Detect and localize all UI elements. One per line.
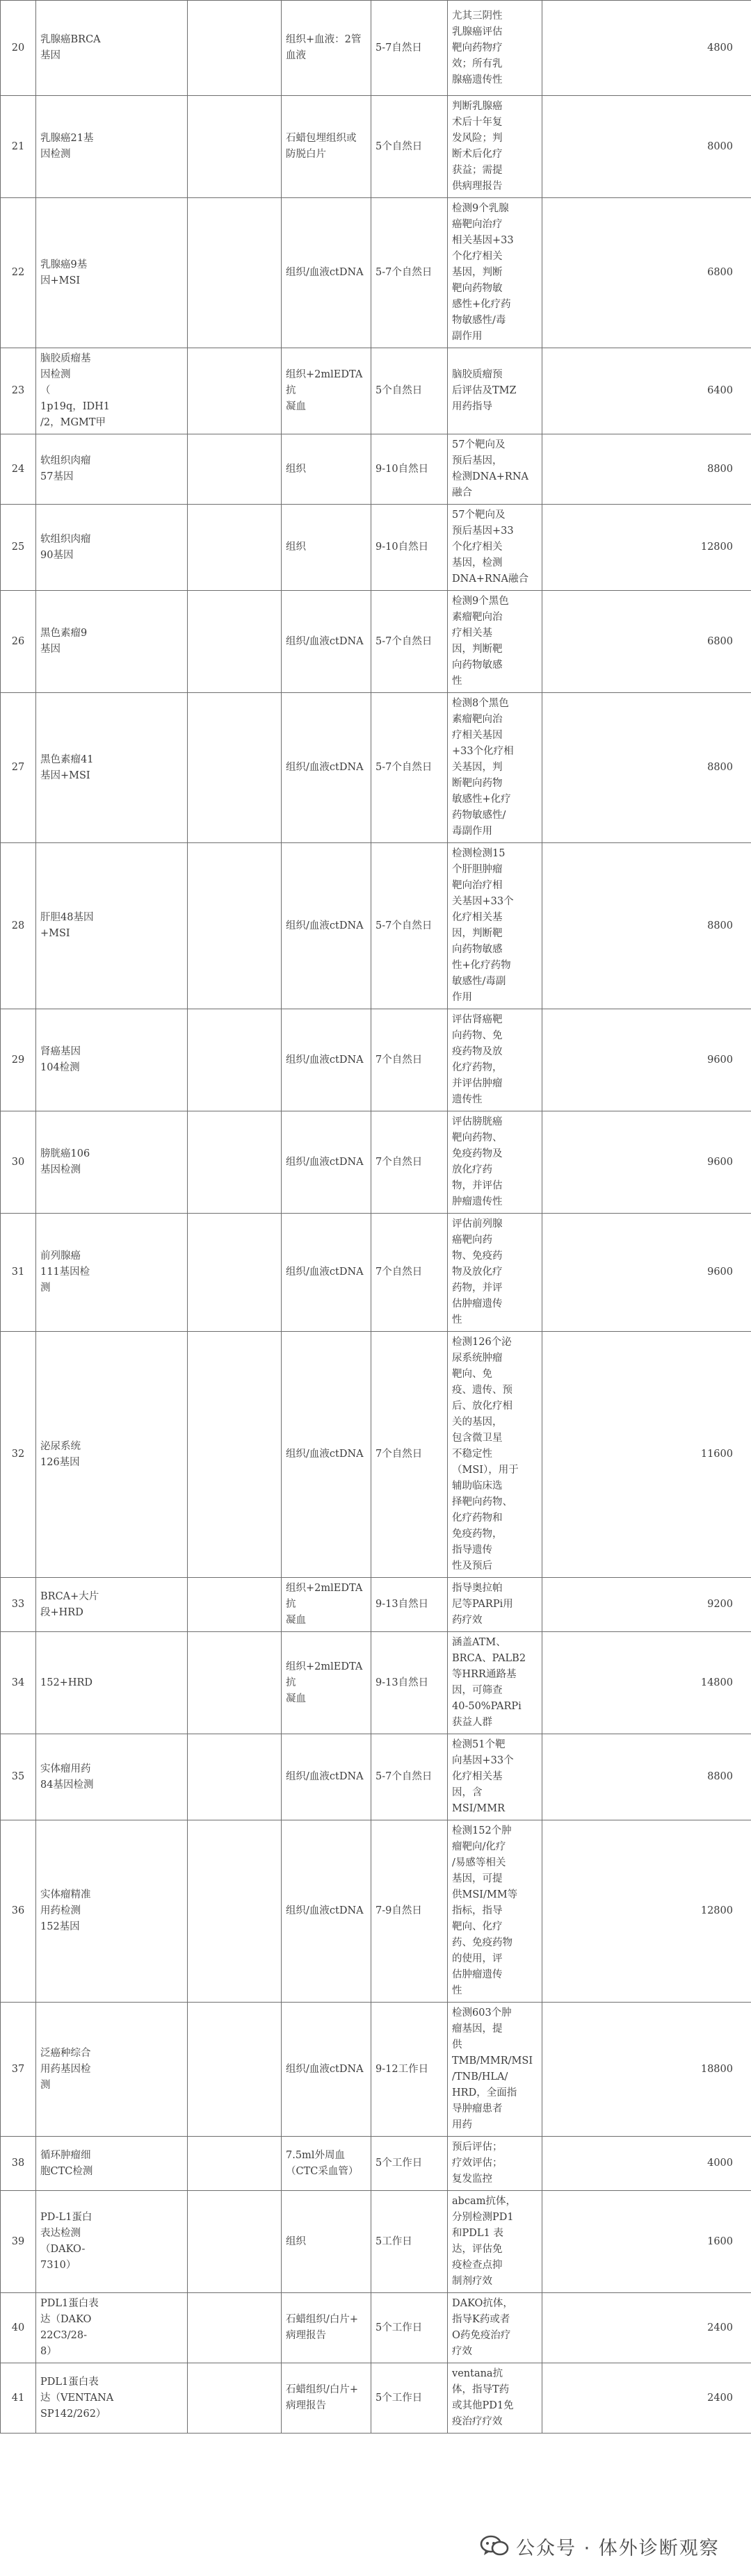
sample-type-cell: 组织/血液ctDNA	[282, 693, 371, 843]
test-description-cell: 判断乳腺癌 术后十年复 发风险；判 断术后化疗 获益；需提 供病理报告	[448, 96, 542, 198]
test-description-cell: 脑胶质瘤预 后评估及TMZ 用药指导	[448, 348, 542, 434]
table-row	[1, 1734, 751, 1820]
row-number-cell: 20	[1, 1, 36, 96]
sample-type-cell: 组织/血液ctDNA	[282, 2003, 371, 2137]
blank-cell-cell	[188, 1632, 282, 1734]
table-row	[1, 1578, 751, 1632]
table-row	[1, 1009, 751, 1111]
test-name-cell: 脑胶质瘤基 因检测 （ 1p19q，IDH1 /2，MGMT甲	[36, 348, 188, 434]
test-name-cell: PDL1蛋白表 达（VENTANA SP142/262）	[36, 2363, 188, 2434]
price-cell: 2400	[542, 2363, 751, 2434]
test-description-cell: 57个靶向及 预后基因+33 个化疗相关 基因，检测 DNA+RNA融合	[448, 505, 542, 591]
table-row	[1, 2003, 751, 2137]
price-cell: 8800	[542, 693, 751, 843]
price-cell: 4800	[542, 1, 751, 96]
watermark-text: 公众号 · 体外诊断观察	[516, 2537, 720, 2559]
sample-type-cell: 组织	[282, 505, 371, 591]
test-name-cell: 泌尿系统 126基因	[36, 1332, 188, 1578]
price-cell: 1600	[542, 2191, 751, 2293]
row-number-cell: 23	[1, 348, 36, 434]
turnaround-time-cell: 7个自然日	[371, 1009, 448, 1111]
row-number-cell: 27	[1, 693, 36, 843]
row-number-cell: 40	[1, 2293, 36, 2363]
test-name-cell: 软组织肉瘤 90基因	[36, 505, 188, 591]
test-description-cell: 检测9个乳腺 癌靶向治疗 相关基因+33 个化疗相关 基因，判断 靶向药物敏 感性+化疗药 物敏感性/毒 副作用	[448, 198, 542, 348]
test-name-cell: 膀胱癌106 基因检测	[36, 1111, 188, 1214]
row-number-cell: 34	[1, 1632, 36, 1734]
test-name-cell: 乳腺癌21基 因检测	[36, 96, 188, 198]
test-name-cell: 肾癌基因 104检测	[36, 1009, 188, 1111]
table-row	[1, 1332, 751, 1578]
row-number-cell: 41	[1, 2363, 36, 2434]
test-description-cell: 指导奥拉帕 尼等PARPi用 药疗效	[448, 1578, 542, 1632]
turnaround-time-cell: 5-7个自然日	[371, 198, 448, 348]
table-row	[1, 2191, 751, 2293]
price-cell: 6800	[542, 591, 751, 693]
test-description-cell: 检测152个肿 瘤靶向/化疗 /易感等相关 基因，可提 供MSI/MM等 指标，指导 靶向、化疗 药、免疫药物 的使用，评 估肿瘤遗传 性	[448, 1820, 542, 2003]
price-cell: 6800	[542, 198, 751, 348]
row-number-cell: 36	[1, 1820, 36, 2003]
table-row	[1, 693, 751, 843]
blank-cell-cell	[188, 2191, 282, 2293]
test-name-cell: 软组织肉瘤 57基因	[36, 434, 188, 505]
table-row	[1, 505, 751, 591]
test-description-cell: 检测51个靶 向基因+33个 化疗相关基 因，含 MSI/MMR	[448, 1734, 542, 1820]
blank-cell-cell	[188, 505, 282, 591]
table-row	[1, 434, 751, 505]
row-number-cell: 39	[1, 2191, 36, 2293]
watermark	[480, 2529, 720, 2563]
table-body	[1, 1, 751, 2434]
blank-cell-cell	[188, 348, 282, 434]
sample-type-cell: 组织/血液ctDNA	[282, 1734, 371, 1820]
turnaround-time-cell: 9-10自然日	[371, 505, 448, 591]
blank-cell-cell	[188, 2003, 282, 2137]
turnaround-time-cell: 5个工作日	[371, 2293, 448, 2363]
blank-cell-cell	[188, 693, 282, 843]
test-description-cell: 检测603个肿 瘤基因，提 供 TMB/MMR/MSI /TNB/HLA/ HRD，全面指 导肿瘤患者 用药	[448, 2003, 542, 2137]
turnaround-time-cell: 7个自然日	[371, 1332, 448, 1578]
test-name-cell: 前列腺癌 111基因检 测	[36, 1214, 188, 1332]
row-number-cell: 33	[1, 1578, 36, 1632]
test-name-cell: BRCA+大片 段+HRD	[36, 1578, 188, 1632]
price-cell: 12800	[542, 1820, 751, 2003]
wechat-official-account-icon	[480, 2534, 509, 2558]
turnaround-time-cell: 7-9自然日	[371, 1820, 448, 2003]
blank-cell-cell	[188, 96, 282, 198]
row-number-cell: 30	[1, 1111, 36, 1214]
blank-cell-cell	[188, 1214, 282, 1332]
row-number-cell: 31	[1, 1214, 36, 1332]
test-description-cell: 评估膀胱癌 靶向药物、 免疫药物及 放化疗药 物，并评估 肿瘤遗传性	[448, 1111, 542, 1214]
price-cell: 8800	[542, 843, 751, 1009]
turnaround-time-cell: 5-7个自然日	[371, 693, 448, 843]
test-description-cell: 检测8个黑色 素瘤靶向治 疗相关基因 +33个化疗相 关基因，判 断靶向药物 敏感性+化疗 药物敏感性/ 毒副作用	[448, 693, 542, 843]
turnaround-time-cell: 5个工作日	[371, 2137, 448, 2191]
table-row	[1, 198, 751, 348]
sample-type-cell: 组织/血液ctDNA	[282, 1214, 371, 1332]
turnaround-time-cell: 9-13自然日	[371, 1632, 448, 1734]
row-number-cell: 25	[1, 505, 36, 591]
table-row	[1, 1214, 751, 1332]
row-number-cell: 24	[1, 434, 36, 505]
price-cell: 9600	[542, 1009, 751, 1111]
test-description-cell: 检测9个黑色 素瘤靶向治 疗相关基 因，判断靶 向药物敏感 性	[448, 591, 542, 693]
test-name-cell: 循环肿瘤细 胞CTC检测	[36, 2137, 188, 2191]
price-cell: 2400	[542, 2293, 751, 2363]
row-number-cell: 26	[1, 591, 36, 693]
turnaround-time-cell: 5-7个自然日	[371, 843, 448, 1009]
blank-cell-cell	[188, 1009, 282, 1111]
turnaround-time-cell: 9-12工作日	[371, 2003, 448, 2137]
sample-type-cell: 组织	[282, 2191, 371, 2293]
turnaround-time-cell: 5-7个自然日	[371, 591, 448, 693]
test-description-cell: abcam抗体， 分别检测PD1 和PDL1 表 达，评估免 疫检查点抑 制剂疗效	[448, 2191, 542, 2293]
sample-type-cell: 组织/血液ctDNA	[282, 198, 371, 348]
test-name-cell: 肝胆48基因 +MSI	[36, 843, 188, 1009]
price-cell: 9600	[542, 1111, 751, 1214]
turnaround-time-cell: 9-13自然日	[371, 1578, 448, 1632]
sample-type-cell: 组织	[282, 434, 371, 505]
blank-cell-cell	[188, 843, 282, 1009]
price-cell: 8800	[542, 434, 751, 505]
test-name-cell: 黑色素瘤9 基因	[36, 591, 188, 693]
sample-type-cell: 组织+2mlEDTA抗 凝血	[282, 348, 371, 434]
test-description-cell: 评估前列腺 癌靶向药 物、免疫药 物及放化疗 药物，并评 估肿瘤遗传 性	[448, 1214, 542, 1332]
turnaround-time-cell: 5个自然日	[371, 348, 448, 434]
test-description-cell: DAKO抗体， 指导K药或者 O药免疫治疗 疗效	[448, 2293, 542, 2363]
price-cell: 8800	[542, 1734, 751, 1820]
test-name-cell: 152+HRD	[36, 1632, 188, 1734]
table-row	[1, 96, 751, 198]
sample-type-cell: 组织/血液ctDNA	[282, 591, 371, 693]
price-cell: 11600	[542, 1332, 751, 1578]
table-row	[1, 348, 751, 434]
table-row	[1, 591, 751, 693]
price-cell: 6400	[542, 348, 751, 434]
row-number-cell: 35	[1, 1734, 36, 1820]
price-cell: 18800	[542, 2003, 751, 2137]
sample-type-cell: 组织/血液ctDNA	[282, 1009, 371, 1111]
row-number-cell: 38	[1, 2137, 36, 2191]
test-description-cell: 尤其三阴性 乳腺癌评估 靶向药物疗 效；所有乳 腺癌遗传性	[448, 1, 542, 96]
turnaround-time-cell: 9-10自然日	[371, 434, 448, 505]
price-cell: 14800	[542, 1632, 751, 1734]
blank-cell-cell	[188, 1, 282, 96]
blank-cell-cell	[188, 1111, 282, 1214]
turnaround-time-cell: 5个自然日	[371, 96, 448, 198]
table-row	[1, 2363, 751, 2434]
test-name-cell: PD-L1蛋白 表达检测 （DAKO- 7310）	[36, 2191, 188, 2293]
table-row	[1, 1111, 751, 1214]
row-number-cell: 22	[1, 198, 36, 348]
price-cell: 8000	[542, 96, 751, 198]
row-number-cell: 28	[1, 843, 36, 1009]
sample-type-cell: 石蜡组织/白片+ 病理报告	[282, 2293, 371, 2363]
blank-cell-cell	[188, 2293, 282, 2363]
test-description-cell: 检测检测15 个肝胆肿瘤 靶向治疗相 关基因+33个 化疗相关基 因，判断靶 向药物敏感 性+化疗药物 敏感性/毒副 作用	[448, 843, 542, 1009]
turnaround-time-cell: 7个自然日	[371, 1111, 448, 1214]
blank-cell-cell	[188, 1578, 282, 1632]
blank-cell-cell	[188, 1332, 282, 1578]
turnaround-time-cell: 5-7个自然日	[371, 1734, 448, 1820]
table-row	[1, 843, 751, 1009]
blank-cell-cell	[188, 434, 282, 505]
price-cell: 9600	[542, 1214, 751, 1332]
test-name-cell: 实体瘤用药 84基因检测	[36, 1734, 188, 1820]
test-description-cell: 检测126个泌 尿系统肿瘤 靶向、免 疫、遗传、预 后、放化疗相 关的基因， 包含微卫星 不稳定性 （MSI），用于 辅助临床选 择靶向药物、 化疗药物和 免疫药物， 指导遗传 性及预后	[448, 1332, 542, 1578]
sample-type-cell: 组织+血液：2管 血液	[282, 1, 371, 96]
test-name-cell: 黑色素瘤41 基因+MSI	[36, 693, 188, 843]
sample-type-cell: 组织+2mlEDTA抗 凝血	[282, 1578, 371, 1632]
test-name-cell: 乳腺癌9基 因+MSI	[36, 198, 188, 348]
price-cell: 9200	[542, 1578, 751, 1632]
table-row	[1, 1632, 751, 1734]
table-row	[1, 1820, 751, 2003]
sample-type-cell: 7.5ml外周血 （CTC采血管）	[282, 2137, 371, 2191]
sample-type-cell: 石蜡组织/白片+ 病理报告	[282, 2363, 371, 2434]
blank-cell-cell	[188, 1820, 282, 2003]
test-description-cell: 57个靶向及 预后基因， 检测DNA+RNA 融合	[448, 434, 542, 505]
test-description-cell: 评估肾癌靶 向药物、免 疫药物及放 化疗药物， 并评估肿瘤 遗传性	[448, 1009, 542, 1111]
row-number-cell: 37	[1, 2003, 36, 2137]
test-name-cell: 泛癌种综合 用药基因检 测	[36, 2003, 188, 2137]
test-description-cell: ventana抗 体，指导T药 或其他PD1免 疫治疗疗效	[448, 2363, 542, 2434]
test-name-cell: 实体瘤精准 用药检测 152基因	[36, 1820, 188, 2003]
row-number-cell: 29	[1, 1009, 36, 1111]
turnaround-time-cell: 5个工作日	[371, 2363, 448, 2434]
blank-cell-cell	[188, 2137, 282, 2191]
table-row	[1, 2293, 751, 2363]
sample-type-cell: 组织/血液ctDNA	[282, 843, 371, 1009]
table-row	[1, 2137, 751, 2191]
price-cell: 4000	[542, 2137, 751, 2191]
sample-type-cell: 组织/血液ctDNA	[282, 1111, 371, 1214]
test-description-cell: 涵盖ATM、 BRCA、PALB2 等HRR通路基 因，可筛查 40-50%PARPi 获益人群	[448, 1632, 542, 1734]
row-number-cell: 21	[1, 96, 36, 198]
blank-cell-cell	[188, 1734, 282, 1820]
test-description-cell: 预后评估； 疗效评估； 复发监控	[448, 2137, 542, 2191]
turnaround-time-cell: 5工作日	[371, 2191, 448, 2293]
test-name-cell: 乳腺癌BRCA 基因	[36, 1, 188, 96]
sample-type-cell: 组织+2mlEDTA抗 凝血	[282, 1632, 371, 1734]
turnaround-time-cell: 5-7自然日	[371, 1, 448, 96]
sample-type-cell: 组织/血液ctDNA	[282, 1820, 371, 2003]
sample-type-cell: 石蜡包埋组织或 防脱白片	[282, 96, 371, 198]
sample-type-cell: 组织/血液ctDNA	[282, 1332, 371, 1578]
blank-cell-cell	[188, 198, 282, 348]
blank-cell-cell	[188, 591, 282, 693]
blank-cell-cell	[188, 2363, 282, 2434]
test-name-cell: PDL1蛋白表 达（DAKO 22C3/28- 8）	[36, 2293, 188, 2363]
table-row	[1, 1, 751, 96]
turnaround-time-cell: 7个自然日	[371, 1214, 448, 1332]
row-number-cell: 32	[1, 1332, 36, 1578]
price-cell: 12800	[542, 505, 751, 591]
